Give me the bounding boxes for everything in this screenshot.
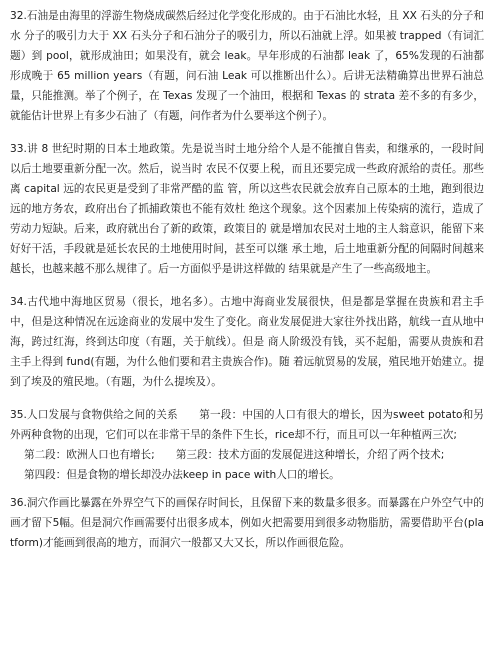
note-paragraph-34: 34.古代地中海地区贸易（很长，地名多）。古地中海商业发展很快，但是都是掌握在贵族和君主手中，但是这种情况在远途商业的发展中发生了变化。商业发展促进大家往外找出路，航线一直从地中海，跨过红海，终到达印度（有题，关于航线）。但是 商人阶级没有钱，买不起船，需要从贵族和君主手上得到 fund(有题，为什么他们要和君主贵族合作)。随 着远航贸易的发展，殖民地开始建立。提到了埃及的殖民地。（有题，为什么提埃及）。 (10, 296, 484, 388)
note-paragraph-32: 32.石油是由海里的浮游生物烧成碳然后经过化学变化形成的。由于石油比水轻，且 XX 石头的分子和水 分子的吸引力大于 XX 石头分子和石油分子的吸引力，所以石油就上浮。如果被 trapped（有词汇题）到 pool，就形成油田；如果没有，就会 leak。早年形成的石油都 leak 了，65%发现的石油都形成晚于 65 million years（有题，问石油 Leak 可以推断出什么）。后讲无法精确算出世界石油总量，只能推测。举了个例子，在 Texas 发现了一个油田，根据和 Texas 的 strata 差不多的有多少，就能估计世界上有多少石油了（有题，问作者为什么要举这个例子）。 (10, 10, 484, 122)
note-paragraph-35 (10, 405, 484, 485)
note-35-line-2: 第二段：欧洲人口也有增长; 第三段：技术方面的发展促进这种增长，介绍了两个技术; (24, 449, 445, 461)
note-paragraph-36: 36.洞穴作画比暴露在外界空气下的画保存时间长，且保留下来的数量多很多。而暴露在户外空气中的画才留下5幅。但是洞穴作画需要付出很多成本，例如火把需要用到很多动物脂肪，需要借助平台(platform)才能画到很高的地方，而洞穴一般都又大又长，所以作画很危险。 (10, 497, 484, 549)
note-35-line-3: 第四段：但是食物的增长却没办法keep in pace with人口的增长。 (24, 469, 340, 481)
note-35-line-1: 35.人口发展与食物供给之间的关系 第一段：中国的人口有很大的增长，因为sweet potato和另外两种食物的出现，它们可以在非常干旱的条件下生长，rice却不行，而且可以一年种植两三次; (10, 409, 484, 441)
note-paragraph-33: 33.讲 8 世纪时期的日本土地政策。先是说当时土地分给个人是不能擅自售卖，和继承的，一段时间以后土地要重新分配一次。然后，说当时 农民不仅要上税，而且还要完成一些政府派给的责任。那些离 capital 远的农民更是受到了非常严酷的监 管，所以这些农民就会放弃自己原本的土地，跑到很边远的地方务农，政府出台了抓捕政策也不能有效杜 绝这个现象。这个因素加上传染病的流行，造成了劳动力短缺。后来，政府就出台了新的政策，政策目的 就是增加农民对土地的主人翁意识，能留下来好好干活，手段就是延长农民的土地使用时间，甚至可以继 承土地，后土地重新分配的间隔时间越来越长，也越来越不那么规律了。后一方面似乎是讲这样做的 结果就是产生了一些高级地主。 (10, 143, 484, 275)
